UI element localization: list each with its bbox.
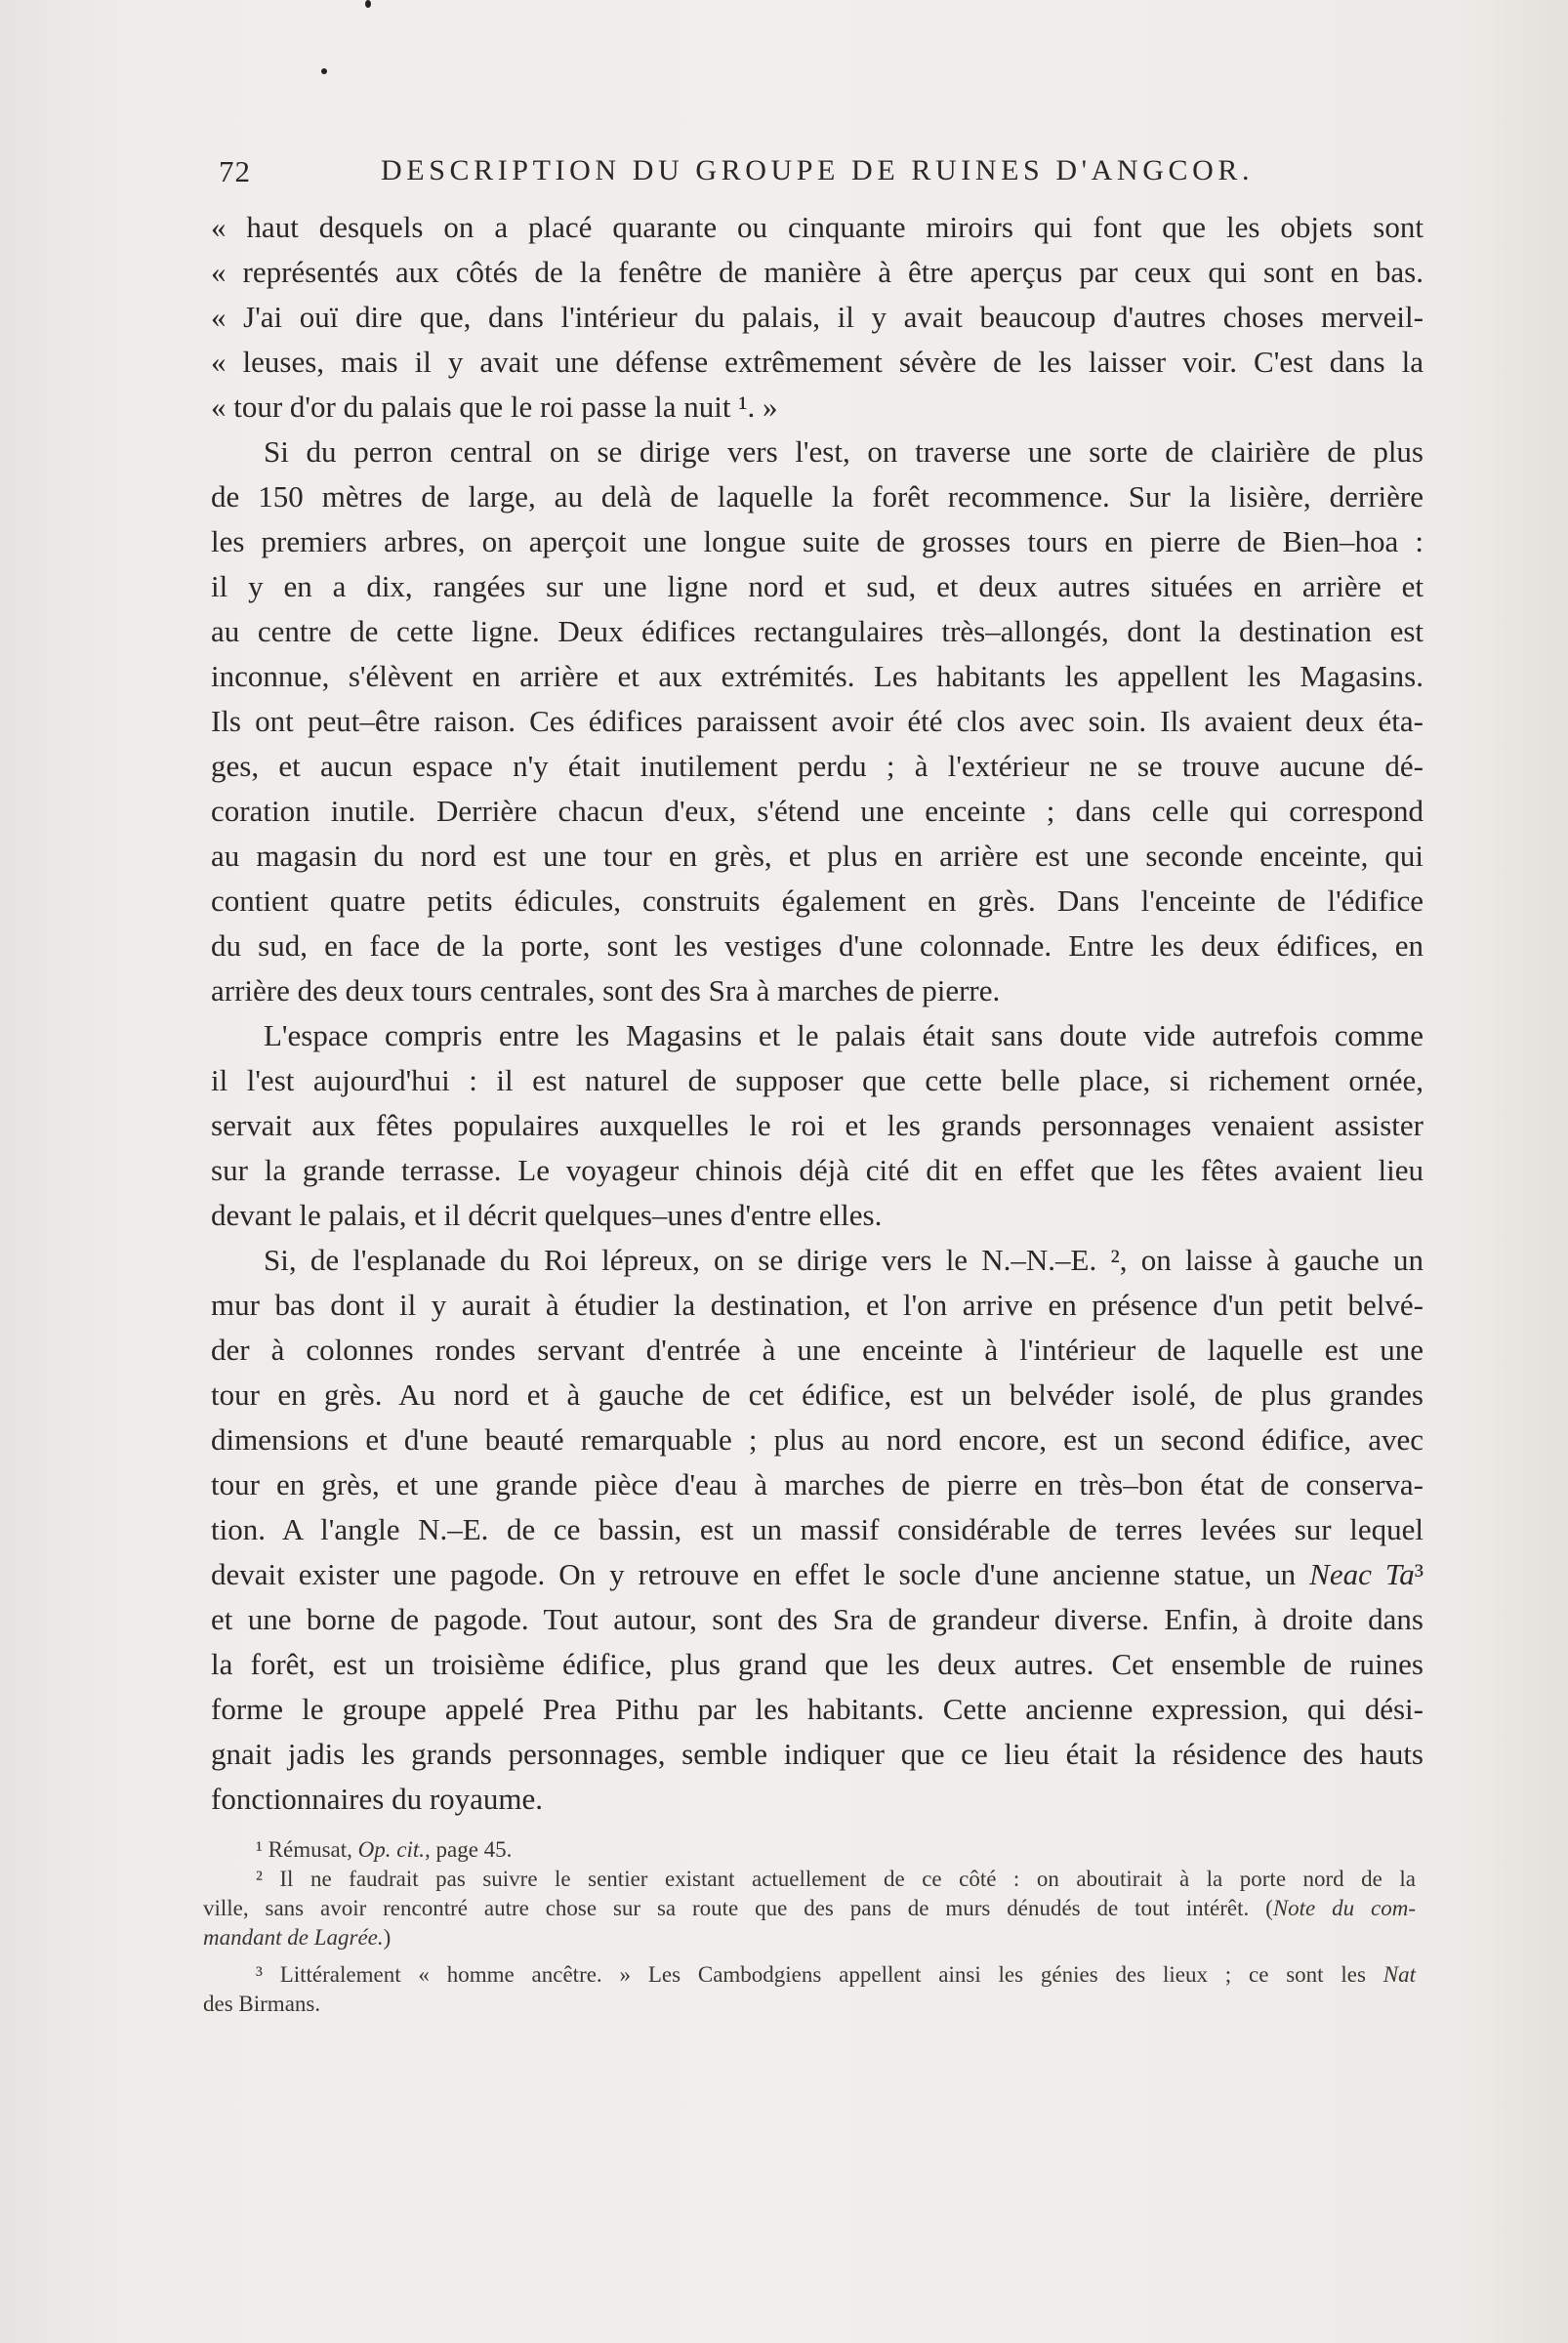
text-line: forme le groupe appelé Prea Pithu par les habitants. Cette ancienne expression, qui dési-: [211, 1692, 1424, 1726]
text-line: au centre de cette ligne. Deux édifices rectangulaires très–allongés, dont la destination est: [211, 614, 1424, 648]
text-line: de 150 mètres de large, au delà de laquelle la forêt recommence. Sur la lisière, derrière: [211, 479, 1424, 514]
footnote-2-line: ² Il ne faudrait pas suivre le sentier existant actuellement de ce côté : on aboutirait à la porte nord de la: [256, 1867, 1416, 1891]
text-line-with-term: [211, 1552, 1424, 1597]
text-line: tour en grès. Au nord et à gauche de cet édifice, est un belvéder isolé, de plus grandes: [211, 1377, 1424, 1412]
ink-speck: [365, 0, 371, 8]
text-line: servait aux fêtes populaires auxquelles le roi et les grands personnages venaient assister: [211, 1108, 1424, 1142]
footnote-text: ville, sans avoir rencontré autre chose sur sa route que des pans de murs dénudés de tout intérêt. (: [203, 1896, 1273, 1920]
text-line: les premiers arbres, on aperçoit une longue suite de grosses tours en pierre de Bien–hoa :: [211, 524, 1424, 558]
text-line: der à colonnes rondes servant d'entrée à une enceinte à l'intérieur de laquelle est une: [211, 1333, 1424, 1367]
footnote-2-line: [203, 1923, 1416, 1952]
page-header: [219, 154, 1273, 193]
text-line: la forêt, est un troisième édifice, plus grand que les deux autres. Cet ensemble de ruines: [211, 1647, 1424, 1681]
ink-speck: [321, 68, 327, 74]
text-line: devant le palais, et il décrit quelques–unes d'entre elles.: [211, 1198, 883, 1232]
text-line: mur bas dont il y aurait à étudier la destination, et l'on arrive en présence d'un petit belvé-: [211, 1288, 1424, 1322]
text-line: il l'est aujourd'hui : il est naturel de supposer que cette belle place, si richement ornée,: [211, 1063, 1424, 1097]
line-text: devait exister une pagode. On y retrouve en effet le socle d'une ancienne statue, un: [211, 1557, 1297, 1591]
text-line: L'espace compris entre les Magasins et le palais était sans doute vide autrefois comme: [264, 1018, 1424, 1052]
text-line: Si, de l'esplanade du Roi lépreux, on se dirige vers le N.–N.–E. ², on laisse à gauche un: [264, 1243, 1424, 1277]
main-text: [211, 205, 1424, 1822]
text-line: tour en grès, et une grande pièce d'eau à marches de pierre en très–bon état de conserva-: [211, 1467, 1424, 1501]
text-line: « haut desquels on a placé quarante ou cinquante miroirs qui font que les objets sont: [211, 210, 1424, 244]
footnote-text: ): [383, 1925, 392, 1950]
text-line: « leuses, mais il y avait une défense extrêmement sévère de les laisser voir. C'est dans la: [211, 345, 1424, 379]
text-line: et une borne de pagode. Tout autour, sont des Sra de grandeur diverse. Enfin, à droite dans: [211, 1602, 1424, 1636]
text-line: Si du perron central on se dirige vers l'est, on traverse une sorte de clairière de plus: [264, 434, 1424, 469]
text-line: fonctionnaires du royaume.: [211, 1782, 544, 1816]
footnote-3-line: des Birmans.: [203, 1992, 321, 2016]
footnote-italic: Op. cit.: [357, 1837, 425, 1862]
text-line: au magasin du nord est une tour en grès, et plus en arrière est une seconde enceinte, qui: [211, 839, 1424, 873]
term-neac-ta: Neac Ta: [1309, 1557, 1415, 1591]
running-title: DESCRIPTION DU GROUPE DE RUINES D'ANGCOR.: [381, 154, 1255, 186]
text-line: sur la grande terrasse. Le voyageur chinois déjà cité dit en effet que les fêtes avaient lieu: [211, 1153, 1424, 1187]
text-line: ges, et aucun espace n'y était inutilement perdu ; à l'extérieur ne se trouve aucune dé-: [211, 749, 1424, 783]
footnotes: [203, 1835, 1416, 2019]
footnote-1: [203, 1835, 1416, 1865]
text-line: coration inutile. Derrière chacun d'eux, s'étend une enceinte ; dans celle qui correspond: [211, 794, 1424, 828]
footnote-italic: Nat: [1382, 1962, 1416, 1987]
text-line: tion. A l'angle N.–E. de ce bassin, est un massif considérable de terres levées sur lequel: [211, 1512, 1424, 1546]
page-number: 72: [219, 154, 251, 188]
text-line: du sud, en face de la porte, sont les vestiges d'une colonnade. Entre les deux édifices, en: [211, 928, 1424, 963]
text-line: « tour d'or du palais que le roi passe la nuit ¹. »: [211, 390, 778, 424]
text-line: arrière des deux tours centrales, sont des Sra à marches de pierre.: [211, 973, 1001, 1007]
text-line: « J'ai ouï dire que, dans l'intérieur du palais, il y avait beaucoup d'autres choses merveil-: [211, 300, 1424, 334]
text-line: Ils ont peut–être raison. Ces édifices paraissent avoir été clos avec soin. Ils avaient deux éta-: [211, 704, 1424, 738]
footnote-ref-3: ³: [1414, 1557, 1424, 1591]
footnote-2-line: [203, 1894, 1416, 1923]
footnote-text: ¹ Rémusat,: [256, 1837, 358, 1862]
footnote-italic: mandant de Lagrée.: [203, 1925, 384, 1950]
text-line: « représentés aux côtés de la fenêtre de manière à être aperçus par ceux qui sont en bas.: [211, 255, 1424, 289]
text-line: inconnue, s'élèvent en arrière et aux extrémités. Les habitants les appellent les Magasins.: [211, 659, 1424, 693]
text-line: gnait jadis les grands personnages, semble indiquer que ce lieu était la résidence des hauts: [211, 1737, 1424, 1771]
text-line: il y en a dix, rangées sur une ligne nord et sud, et deux autres situées en arrière et: [211, 569, 1424, 603]
text-line: contient quatre petits édicules, construits également en grès. Dans l'enceinte de l'édifice: [211, 884, 1424, 918]
text-line: dimensions et d'une beauté remarquable ; plus au nord encore, est un second édifice, avec: [211, 1422, 1424, 1457]
footnote-text: , page 45.: [425, 1837, 513, 1862]
footnote-3-line: [203, 1960, 1416, 1990]
footnote-italic: Note du com-: [1272, 1896, 1416, 1920]
footnote-text: ³ Littéralement « homme ancêtre. » Les Cambodgiens appellent ainsi les génies des lieux ; ce sont les: [256, 1962, 1383, 1987]
